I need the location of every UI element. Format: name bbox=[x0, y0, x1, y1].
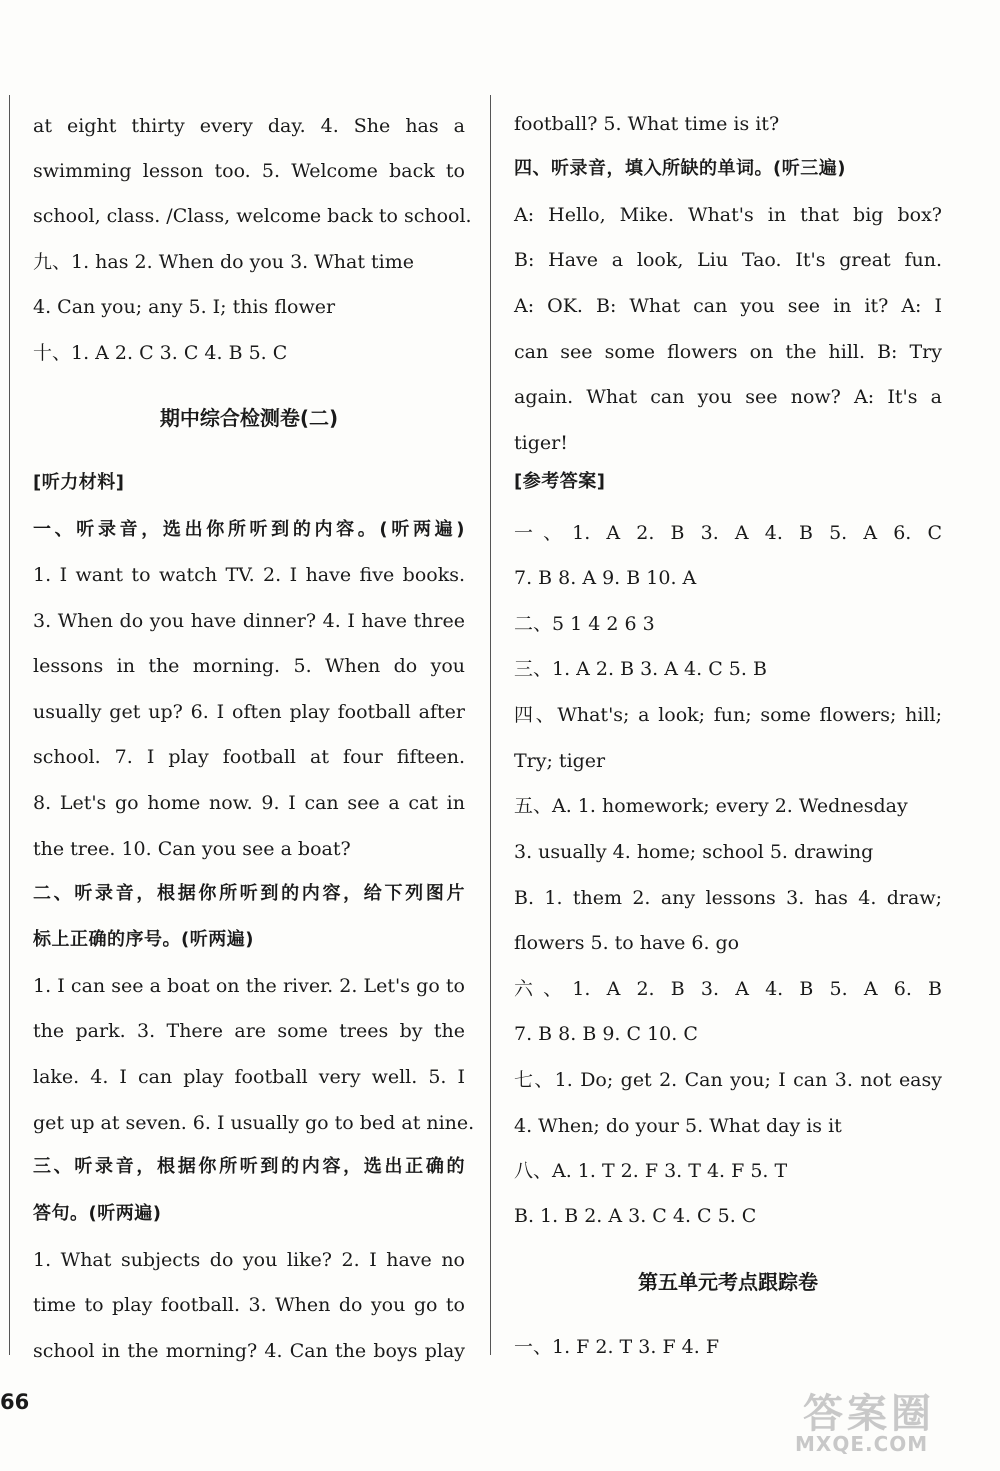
text-line: 二、5 1 4 2 6 3 bbox=[514, 613, 655, 635]
question-heading: 标上正确的序号。(听两遍) bbox=[33, 929, 254, 950]
text-line: the tree. 10. Can you see a boat? bbox=[33, 838, 351, 860]
question-heading: 答句。(听两遍) bbox=[33, 1203, 162, 1224]
question-heading: [参考答案] bbox=[514, 471, 606, 492]
text-line: school. 7. I play football at four fifteen. bbox=[33, 746, 465, 768]
text-line: 1. What subjects do you like? 2. I have no bbox=[33, 1249, 465, 1271]
text-line: flowers 5. to have 6. go bbox=[514, 932, 740, 954]
watermark bbox=[795, 1380, 970, 1462]
text-line: 十、1. A 2. C 3. C 4. B 5. C bbox=[33, 342, 288, 364]
text-line: 7. B 8. A 9. B 10. A bbox=[514, 567, 697, 589]
page-number: 66 bbox=[0, 1390, 30, 1414]
text-line: swimming lesson too. 5. Welcome back to bbox=[33, 160, 465, 182]
text-line: school in the morning? 4. Can the boys play bbox=[33, 1340, 465, 1362]
left-margin-rule bbox=[9, 95, 10, 1355]
text-line: time to play football. 3. When do you go to bbox=[33, 1294, 465, 1316]
text-line: 六、1. A 2. B 3. A 4. B 5. A 6. B bbox=[514, 978, 942, 1000]
text-line: 七、1. Do; get 2. Can you; I can 3. not easy bbox=[514, 1069, 942, 1091]
text-line: 九、1. has 2. When do you 3. What time bbox=[33, 251, 414, 273]
text-line: 四、What's; a look; fun; some flowers; hill; bbox=[514, 704, 942, 726]
text-line: 三、1. A 2. B 3. A 4. C 5. B bbox=[514, 658, 767, 680]
section-title: 第五单元考点跟踪卷 bbox=[638, 1270, 818, 1294]
text-line: 五、A. 1. homework; every 2. Wednesday bbox=[514, 795, 908, 817]
text-line: tiger! bbox=[514, 432, 568, 454]
question-heading: 四、听录音，填入所缺的单词。(听三遍) bbox=[514, 158, 846, 179]
text-line: lake. 4. I can play football very well. 5. I bbox=[33, 1066, 465, 1088]
text-line: 八、A. 1. T 2. F 3. T 4. F 5. T bbox=[514, 1160, 788, 1182]
text-line: B: Have a look, Liu Tao. It's great fun. bbox=[514, 249, 942, 271]
text-line: 1. I want to watch TV. 2. I have five books. bbox=[33, 564, 465, 586]
question-heading: 三、听录音，根据你所听到的内容，选出正确的 bbox=[33, 1156, 465, 1177]
text-line: lessons in the morning. 5. When do you bbox=[33, 655, 465, 677]
watermark-logo: 答案圈 bbox=[803, 1391, 935, 1437]
text-line: 4. When; do your 5. What day is it bbox=[514, 1115, 842, 1137]
text-line: Try; tiger bbox=[514, 750, 606, 772]
text-line: the park. 3. There are some trees by the bbox=[33, 1020, 465, 1042]
question-heading: 一、听录音，选出你所听到的内容。(听两遍) bbox=[33, 519, 465, 540]
watermark-url: MXQE.COM bbox=[795, 1432, 929, 1456]
text-line: 4. Can you; any 5. I; this flower bbox=[33, 296, 336, 318]
text-line: B. 1. them 2. any lessons 3. has 4. draw; bbox=[514, 887, 942, 909]
text-line: get up at seven. 6. I usually go to bed at nine. bbox=[33, 1112, 475, 1134]
text-line: can see some flowers on the hill. B: Try bbox=[514, 341, 942, 363]
text-line: 8. Let's go home now. 9. I can see a cat in bbox=[33, 792, 465, 814]
text-line: football? 5. What time is it? bbox=[514, 113, 780, 135]
text-line: school, class. /Class, welcome back to school. bbox=[33, 205, 472, 227]
text-line: B. 1. B 2. A 3. C 4. C 5. C bbox=[514, 1205, 757, 1227]
text-line: A: Hello, Mike. What's in that big box? bbox=[514, 204, 942, 226]
text-line: 一、1. F 2. T 3. F 4. F bbox=[514, 1336, 720, 1358]
text-line: at eight thirty every day. 4. She has a bbox=[33, 115, 465, 137]
text-line: 一、1. A 2. B 3. A 4. B 5. A 6. C bbox=[514, 522, 942, 544]
text-line: A: OK. B: What can you see in it? A: I bbox=[514, 295, 942, 317]
text-line: 7. B 8. B 9. C 10. C bbox=[514, 1023, 698, 1045]
section-title: 期中综合检测卷(二) bbox=[159, 406, 339, 430]
text-line: 1. I can see a boat on the river. 2. Let's go to bbox=[33, 975, 465, 997]
question-heading: [听力材料] bbox=[33, 472, 125, 493]
text-line: again. What can you see now? A: It's a bbox=[514, 386, 942, 408]
text-line: usually get up? 6. I often play football after bbox=[33, 701, 465, 723]
column-divider bbox=[490, 95, 491, 1355]
text-line: 3. usually 4. home; school 5. drawing bbox=[514, 841, 874, 863]
question-heading: 二、听录音，根据你所听到的内容，给下列图片 bbox=[33, 883, 465, 904]
text-line: 3. When do you have dinner? 4. I have three bbox=[33, 610, 465, 632]
